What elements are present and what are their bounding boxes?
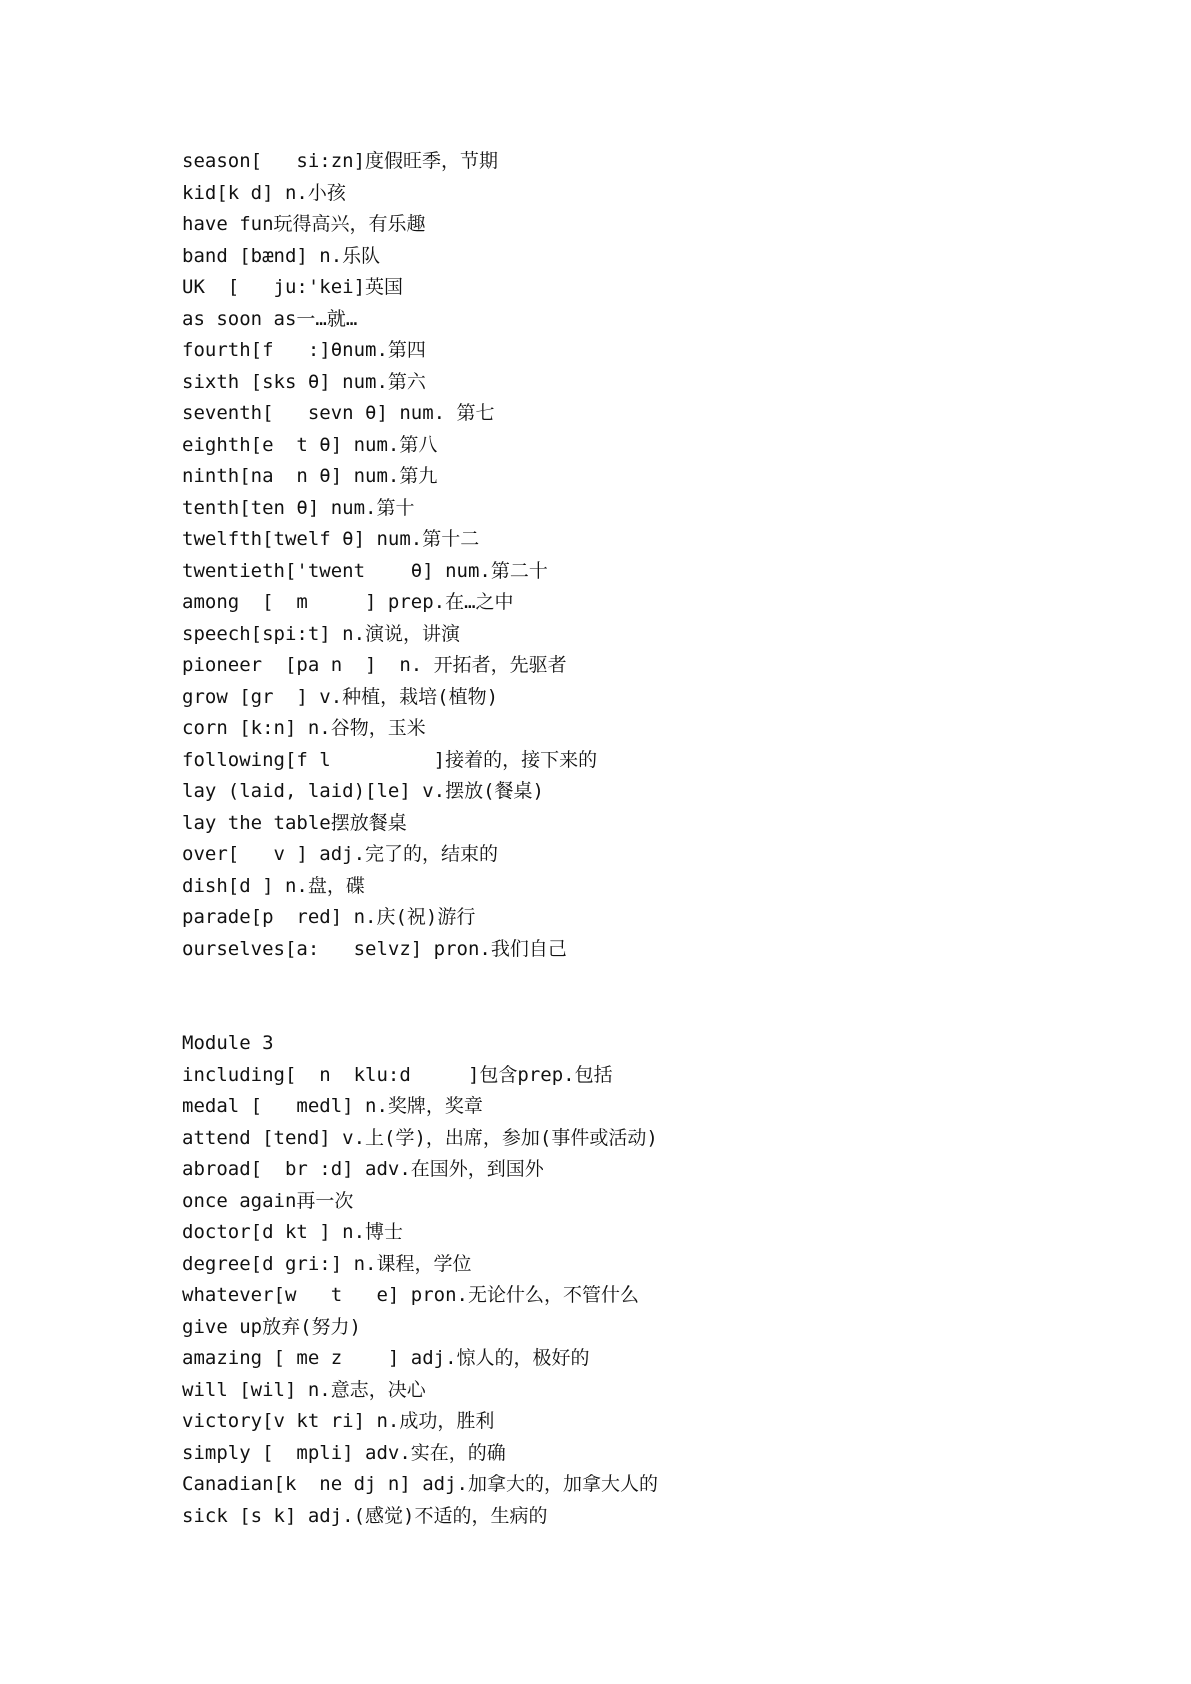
vocabulary-entry: grow [gr ] v.种植，栽培(植物) — [182, 685, 499, 708]
vocabulary-entry: once again再一次 — [182, 1189, 354, 1212]
vocabulary-entry: have fun玩得高兴，有乐趣 — [182, 213, 426, 235]
vocabulary-entry: Canadian[k ne dj n] adj.加拿大的，加拿大人的 — [182, 1473, 658, 1495]
vocabulary-entry: following[f l ]接着的，接下来的 — [182, 748, 598, 771]
vocabulary-entry: ourselves[a: selvz] pron.我们自己 — [182, 937, 567, 960]
vocabulary-entry: attend [tend] v.上(学)，出席，参加(事件或活动) — [182, 1126, 658, 1149]
vocabulary-entry: give up放弃(努力) — [182, 1315, 361, 1338]
vocabulary-entry: will [wil] n.意志，决心 — [182, 1378, 426, 1401]
vocabulary-entry: as soon as一…就… — [182, 307, 358, 330]
vocabulary-entry: sixth [sks θ] num.第六 — [182, 370, 426, 393]
vocabulary-entry: medal [ medl] n.奖牌，奖章 — [182, 1095, 483, 1117]
vocabulary-entry: amazing [ me z ] adj.惊人的，极好的 — [182, 1347, 590, 1369]
vocabulary-entry: band [bænd] n.乐队 — [182, 244, 381, 267]
vocabulary-entry: doctor[d kt ] n.博士 — [182, 1221, 404, 1243]
vocabulary-entry: simply [ mpli] adv.实在，的确 — [182, 1441, 506, 1464]
module-heading: Module 3 — [182, 1032, 274, 1054]
vocabulary-entry: lay the table摆放餐桌 — [182, 811, 407, 834]
vocabulary-entry: victory[v kt ri] n.成功，胜利 — [182, 1410, 495, 1432]
vocabulary-entry: seventh[ sevn θ] num. 第七 — [182, 402, 495, 424]
vocabulary-section-1 — [182, 146, 1082, 965]
vocabulary-entry: pioneer [pa n ] n. 开拓者，先驱者 — [182, 654, 567, 676]
vocabulary-entry: speech[spi:t] n.演说，讲演 — [182, 622, 461, 645]
vocabulary-entry: sick [s k] adj.(感觉)不适的，生病的 — [182, 1504, 548, 1527]
section-gap — [182, 965, 1082, 1028]
vocabulary-entry: parade[p red] n.庆(祝)游行 — [182, 906, 476, 928]
vocabulary-entry: over[ v ] adj.完了的，结束的 — [182, 843, 499, 865]
vocabulary-entry: twelfth[twelf θ] num.第十二 — [182, 528, 480, 550]
vocabulary-entry: tenth[ten θ] num.第十 — [182, 496, 415, 519]
vocabulary-entry: whatever[w t e] pron.无论什么，不管什么 — [182, 1284, 639, 1306]
vocabulary-entry: degree[d gri:] n.课程，学位 — [182, 1252, 472, 1275]
vocabulary-entry: among [ m ] prep.在…之中 — [182, 591, 514, 613]
vocabulary-entry: kid[k d] n.小孩 — [182, 181, 346, 204]
vocabulary-entry: ninth[na n θ] num.第九 — [182, 465, 438, 487]
vocabulary-entry: lay (laid, laid)[le] v.摆放(餐桌) — [182, 780, 544, 802]
vocabulary-entry: fourth[f :]θnum.第四 — [182, 339, 426, 361]
vocabulary-entry: twentieth['twent θ] num.第二十 — [182, 559, 548, 582]
vocabulary-entry: corn [k:n] n.谷物，玉米 — [182, 717, 426, 739]
vocabulary-entry: UK [ ju:'kei]英国 — [182, 276, 404, 298]
document-page — [182, 146, 1082, 1532]
vocabulary-entry: including[ n klu:d ]包含prep.包括 — [182, 1063, 613, 1086]
vocabulary-entry: season[ si:zn]度假旺季，节期 — [182, 150, 499, 172]
vocabulary-section-2 — [182, 1028, 1082, 1532]
vocabulary-entry: eighth[e t θ] num.第八 — [182, 433, 438, 456]
vocabulary-entry: abroad[ br :d] adv.在国外，到国外 — [182, 1158, 544, 1180]
vocabulary-entry: dish[d ] n.盘，碟 — [182, 874, 365, 897]
